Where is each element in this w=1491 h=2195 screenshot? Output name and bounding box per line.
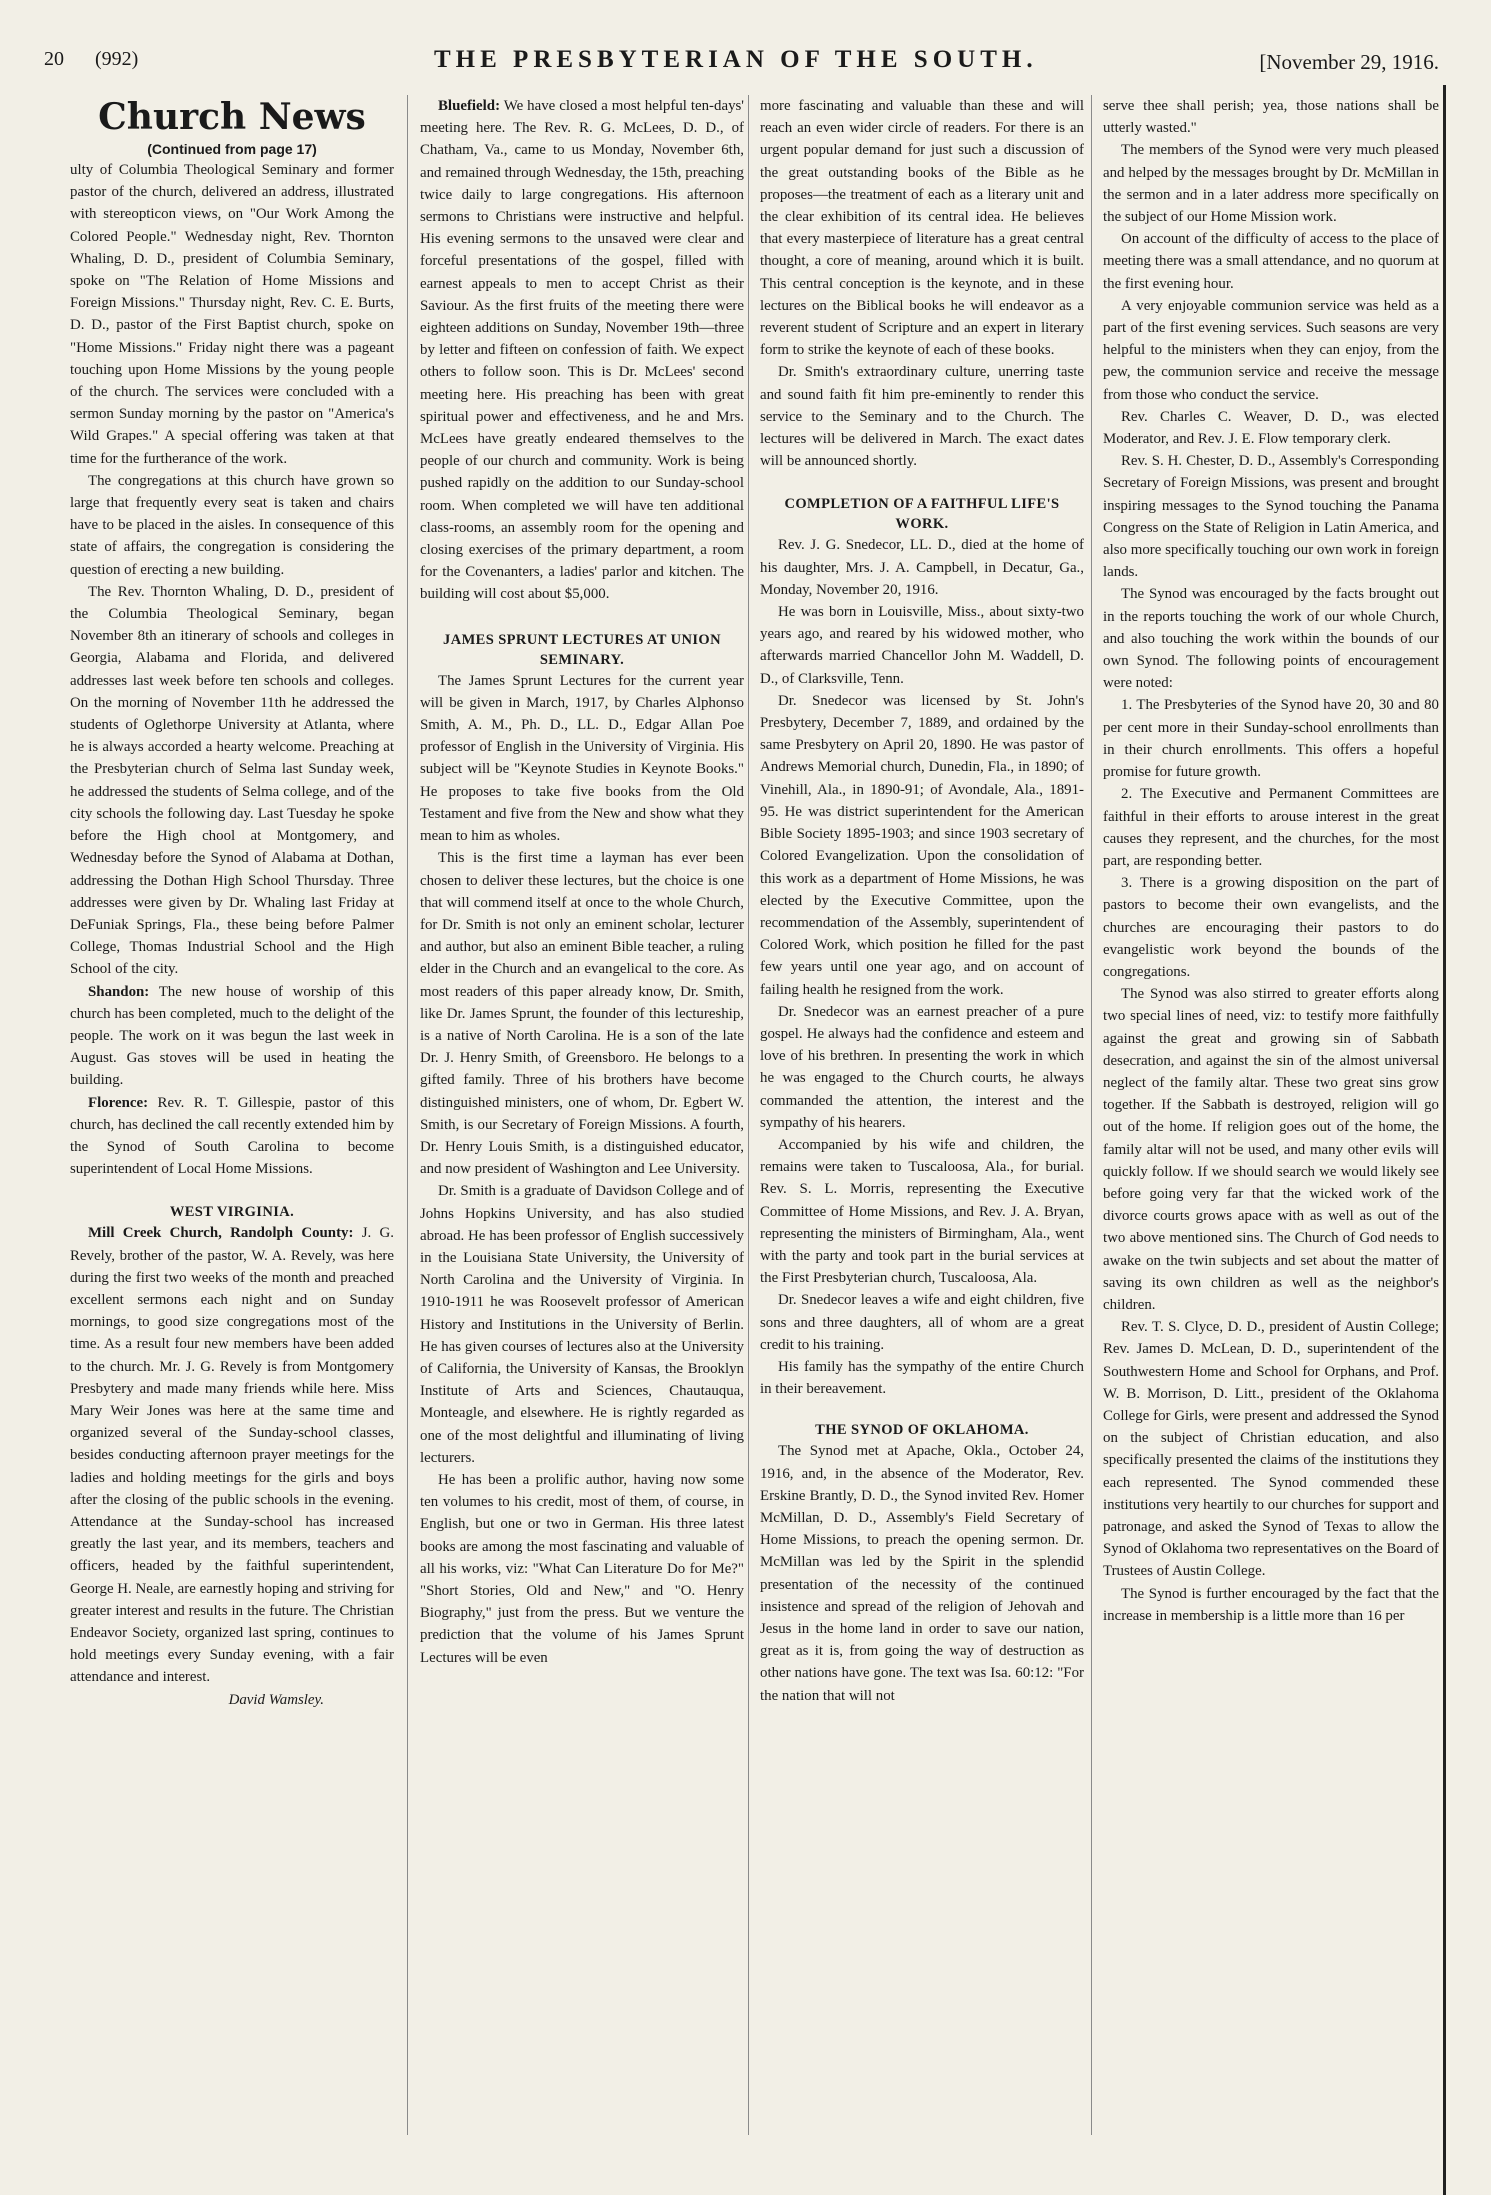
column-1 [70,95,394,2185]
paragraph: Dr. Snedecor leaves a wife and eight children, five sons and three daughters, all of whom are a great credit to his training. [760,1292,1084,1353]
paragraph: Dr. Snedecor was licensed by St. John's Presbytery, December 7, 1889, and ordained by the same Presbytery on April 20, 1890. He was pastor of Andrews Memorial church, Dunedin, Fla., in 1890; of Vinehill, Ala., in 1890-91; of Avondale, Ala., 1891-95. He was district superintendent for the American Bible Society 1895-1903; and since 1903 secretary of Colored Evangelization. Upon the consolidation of this work as a department of Home Missions, he was elected by the Executive Committee, upon the recommendation of the Assembly, superintendent of Colored Work, which position he filled for the past few years until one year ago, and on account of failing health he resigned from the work. [760,692,1084,998]
paragraph: Dr. Smith's extraordinary culture, unerring taste and sound faith fit him pre-eminently to render this service to the Seminary and to the Church. The lectures will be delivered in March. The exact dates will be announced shortly. [760,364,1084,470]
paragraph: 3. There is a growing disposition on the part of pastors to become their own evangelists, and the churches are encouraging their pastors to do evangelistic work beyond the bounds of the congregations. [1103,875,1439,980]
paragraph: Rev. T. S. Clyce, D. D., president of Austin College; Rev. James D. McLean, D. D., superintendent of the Southwestern Home and School for Orphans, and Prof. W. B. Morrison, D. Litt., president of the Oklahoma College for Girls, were present and addressed the Synod on the subject of Christian education, and also specifically presented the claims of the institutions they each represented. The Synod commended these institutions very heartily to our churches for support and patronage, and asked the Synod of Texas to allow the Synod of Oklahoma two representatives on the Board of Trustees of Austin College. [1103,1319,1439,1580]
paragraph: Rev. Charles C. Weaver, D. D., was elected Moderator, and Rev. J. E. Flow temporary clerk. [1103,408,1439,448]
column-4 [1103,95,1439,2185]
section-title: Church News [98,96,366,138]
newspaper-title: THE PRESBYTERIAN OF THE SOUTH. [434,46,1038,73]
page-edge-rule [1443,85,1446,2195]
paragraph: Dr. Snedecor was an earnest preacher of a pure gospel. He always had the confidence and esteem and love of his brethren. In presenting the work in which he was engaged to the Church courts, he always commanded the attention, the interest and the sympathy of his hearers. [760,1003,1084,1131]
section-heading: COMPLETION OF A FAITHFUL LIFE'S WORK. [784,496,1060,533]
paragraph [70,1092,394,1181]
column-rule [748,95,749,2135]
section-heading: JAMES SPRUNT LECTURES AT UNION SEMINARY. [443,631,721,668]
paragraph: The Rev. Thornton Whaling, D. D., president of the Columbia Theological Seminary, began November 8th an itinerary of schools and colleges in Georgia, Alabama and Florida, and delivered addresses last week before ten schools and colleges. On the morning of November 11th he addressed the students of Oglethorpe University at Atlanta, where he is always accorded a hearty welcome. Preaching at the Presbyterian church of Selma last Sunday week, he addressed the students of Selma college, and of the city schools the following day. Last Tuesday he spoke before the High chool at Montgomery, and Wednesday before the Synod of Alabama at Dothan, addressing the Dothan High School Thursday. Three addresses were given by Dr. Whaling last Friday at DeFuniak Springs, Fla., these being before Palmer College, Thomas Industrial School and the High School of the city. [70,583,394,978]
paragraph-body: The new house of worship of this church has been completed, much to the delight of the people. The work on it was begun the last week in August. Gas stoves will be used in heating the building. [70,983,394,1089]
paragraph: A very enjoyable communion service was held as a part of the first evening services. Such seasons are very helpful to the ministers when they can enjoy, from the pew, the communion service and receive the message from those who conduct the service. [1103,297,1439,403]
paragraph: The James Sprunt Lectures for the current year will be given in March, 1917, by Charles Alphonso Smith, A. M., Ph. D., LL. D., Edgar Allan Poe professor of English in the University of Virginia. His subject will be "Keynote Studies in Keynote Books." He proposes to take five books from the Old Testament and five from the New and show what they mean to him as wholes. [420,672,744,845]
continued-note: (Continued from page 17) [147,141,317,157]
paragraph-body: Rev. R. T. Gillespie, pastor of this church, has declined the call recently extended him by the Synod of South Carolina to become superintendent of Local Home Missions. [70,1094,394,1178]
paragraph [70,1222,394,1688]
paragraph: more fascinating and valuable than these and will reach an even wider circle of readers. For there is an urgent popular demand for just such a discussion of the great outstanding books of the Bible as he proposes—the treatment of each as a literary unit and the clear exhibition of its central idea. He believes that every masterpiece of literature has a great central thought, a core of meaning, around which it is built. This central conception is the keynote, and in these lectures on the Biblical books he will endeavor as a reverent student of Scripture and an expert in literary form to strike the keynote of each of these books. [760,98,1084,359]
column-3 [760,95,1084,2185]
paragraph: 2. The Executive and Permanent Committees are faithful in their efforts to arouse interest in the great causes they represent, and the churches, for the most part, are responding better. [1103,786,1439,869]
paragraph [420,95,744,606]
paragraph: Dr. Smith is a graduate of Davidson College and of Johns Hopkins University, and has also studied abroad. He has been professor of English successively in the Louisiana State University, the University of North Carolina and the University of Virginia. In 1910-1911 he was Roosevelt professor of American History and Institutions in the University of Berlin. He has given courses of lectures also at the University of California, the University of Kansas, the Brooklyn Institute of Arts and Sciences, Chautauqua, Monteagle, and elsewhere. He is rightly regarded as one of the most delightful and illuminating of living lecturers. [420,1183,744,1466]
paragraph: ulty of Columbia Theological Seminary and former pastor of the church, delivered an address, illustrated with stereopticon views, on "Our Work Among the Colored People." Wednesday night, Rev. Thornton Whaling, D. D., president of Columbia Seminary, spoke on "The Relation of Home Missions and Foreign Missions." Thursday night, Rev. C. E. Burts, D. D., pastor of the First Baptist church, spoke on "Home Missions." Friday night there was a pageant touching upon Home Missions by the young people of the church. The services were concluded with a sermon Sunday morning by the pastor on "America's Wild Grapes." A special offering was taken at that time for the furtherance of the work. [70,162,394,467]
issue-number: (992) [95,48,139,70]
paragraph: His family has the sympathy of the entire Church in their bereavement. [760,1358,1084,1398]
paragraph: The Synod is further encouraged by the fact that the increase in membership is a little more than 16 per [1103,1585,1439,1624]
paragraph: He was born in Louisville, Miss., about sixty-two years ago, and reared by his widowed mother, who afterwards married Chancellor John M. Waddell, D. D., of Clarksville, Tenn. [760,604,1084,687]
paragraph: Accompanied by his wife and children, the remains were taken to Tuscaloosa, Ala., for burial. Rev. S. L. Morris, representing the Executive Committee of Home Missions, and Rev. J. A. Bryan, representing the ministers of Birmingham, Ala., went with the party and took part in the burial services at the First Presbyterian church, Tuscaloosa, Ala. [760,1136,1084,1287]
paragraph-lead: Bluefield: [438,98,501,114]
paragraph: The Synod was encouraged by the facts brought out in the reports touching the work of our whole Church, and also touching the work within the bounds of our own Synod. The following points of encouragement were noted: [1103,586,1439,692]
paragraph: The congregations at this church have grown so large that frequently every seat is taken and chairs have to be placed in the aisles. In consequence of this state of affairs, the congregation is considering the question of erecting a new building. [70,472,394,578]
paragraph: On account of the difficulty of access to the place of meeting there was a small attendance, and no quorum at the first evening hour. [1103,231,1439,292]
paragraph-lead: Shandon: [88,983,150,1000]
masthead [44,42,1439,82]
paragraph-body: J. G. Revely, brother of the pastor, W. A. Revely, was here during the first two weeks of the month and preached excellent sermons each night and on Sunday mornings, to good size congregations most of the time. As a result four new members have been added to the church. Mr. J. G. Revely is from Montgomery Presbytery and made many friends while here. Miss Mary Weir Jones was here at the same time and organized several of the Sunday-school classes, besides conducting afternoon prayer meetings for the ladies and holding meetings for the girls and boys after the closing of the public schools in the evening. Attendance at the Sunday-school has increased greatly the last year, and its members, teachers and officers, headed by the faithful superintendent, George H. Neale, are earnestly hoping and striving for greater interest and results in the future. The Christian Endeavor Society, organized last spring, continues to hold meetings every Sunday evening, with a fair attendance and interest. [70,1225,394,1686]
column-rule [1091,95,1092,2135]
page-number: 20 [44,48,64,70]
paragraph: 1. The Presbyteries of the Synod have 20, 30 and 80 per cent more in their Sunday-school enrollments than in their church enrollments. This offers a hopeful promise for future growth. [1103,697,1439,781]
paragraph-lead: Mill Creek Church, Randolph County: [88,1225,354,1242]
paragraph: Rev. S. H. Chester, D. D., Assembly's Corresponding Secretary of Foreign Missions, was present and brought inspiring messages to the Synod touching the Panama Congress on the State of Religion in Latin America, and also more specifically touching our own work in foreign lands. [1103,453,1439,581]
signature: David Wamsley. [228,1691,324,1708]
paragraph: He has been a prolific author, having now some ten volumes to his credit, most of them, of course, in English, but one or two in German. His three latest books are among the most fascinating and valuable of all his works, viz: "What Can Literature Do for Me?" "Short Stories, Old and New," and "O. Henry Biography," just from the press. But we venture the prediction that the volume of his James Sprunt Lectures will be even [420,1471,744,1666]
paragraph: serve thee shall perish; yea, those nations shall be utterly wasted." [1103,98,1439,137]
paragraph: The Synod met at Apache, Okla., October 24, 1916, and, in the absence of the Moderator, Rev. Erskine Brantly, D. D., the Synod invited Rev. Homer McMillan, D. D., Assembly's Field Secretary of Home Missions, to preach the opening sermon. Dr. McMillan was led by the Spirit in the splendid presentation of the necessity of the continued insistence and spread of the religion of Jehovah and Jesus in the home land in order to save our nation, great as it is, from going the way of destruction as other nations have gone. The text was Isa. 60:12: "For the nation that will not [760,1443,1084,1704]
paragraph: The members of the Synod were very much pleased and helped by the messages brought by Dr. McMillan in the sermon and in a later address more specifically on the subject of our Home Mission work. [1103,142,1439,226]
paragraph-lead: Florence: [88,1094,149,1111]
page-info [44,48,164,71]
issue-date: [November 29, 1916. [1259,50,1439,74]
section-heading: WEST VIRGINIA. [169,1204,295,1221]
paragraph-body: We have closed a most helpful ten-days' meeting here. The Rev. R. G. McLees, D. D., of Chatham, Va., came to us Monday, November 6th, and remained through Wednesday, the 15th, preaching twice daily to large congregations. His afternoon sermons to Christians were instructive and helpful. His evening sermons to the unsaved were clear and forceful presentations of the gospel, filled with earnest appeals to men to accept Christ as their Saviour. As the first fruits of the meeting there were eighteen additions on Sunday, November 19th—three by letter and fifteen on confession of faith. We expect others to follow soon. This is Dr. McLees' second meeting here. His preaching has been with great spiritual power and effectiveness, and he and Mrs. McLees have greatly endeared themselves to the people of our church and community. Work is being pushed rapidly on the addition to our Sunday-school room. When completed we will have ten additional class-rooms, an assembly room for the opening and closing exercises of the primary department, a room for the Covenanters, a ladies' parlor and kitchen. The building will cost about $5,000. [420,98,744,603]
paragraph [70,981,394,1092]
column-2 [420,95,744,2185]
paragraph: This is the first time a layman has ever been chosen to deliver these lectures, but the choice is one that will commend itself at once to the whole Church, for Dr. Smith is not only an eminent scholar, lecturer and author, but also an eminent Bible teacher, a ruling elder in the Church and an evangelical to the core. As most readers of this paper already know, Dr. Smith, like Dr. James Sprunt, the founder of this lectureship, is a native of North Carolina. He is a son of the late Dr. J. Henry Smith, of Greensboro. He belongs to a gifted family. Three of his brothers have become distinguished ministers, one of whom, Dr. Egbert W. Smith, is our Secretary of Foreign Missions. A fourth, Dr. Henry Louis Smith, is a distinguished educator, and now president of Washington and Lee University. [420,850,744,1178]
paragraph: Rev. J. G. Snedecor, LL. D., died at the home of his daughter, Mrs. J. A. Campbell, in Decatur, Ga., Monday, November 20, 1916. [760,537,1084,598]
column-rule [407,95,408,2135]
paragraph: The Synod was also stirred to greater efforts along two special lines of need, viz: to testify more faithfully against the great and growing sin of Sabbath desecration, and against the sin of the almost universal neglect of the family altar. These two great sins grow together. If the Sabbath is destroyed, religion will go out of the home. If religion goes out of the home, the family altar will not be used, and many other evils will quickly follow. If we should search we would likely see before going very far that the wicked work of the divorce courts grows apace with as well as out of the two above mentioned sins. The Church of God needs to awake on the twin subjects and set about the matter of saving its own children as well as the neighbor's children. [1103,986,1439,1313]
section-heading: THE SYNOD OF OKLAHOMA. [815,1422,1029,1439]
